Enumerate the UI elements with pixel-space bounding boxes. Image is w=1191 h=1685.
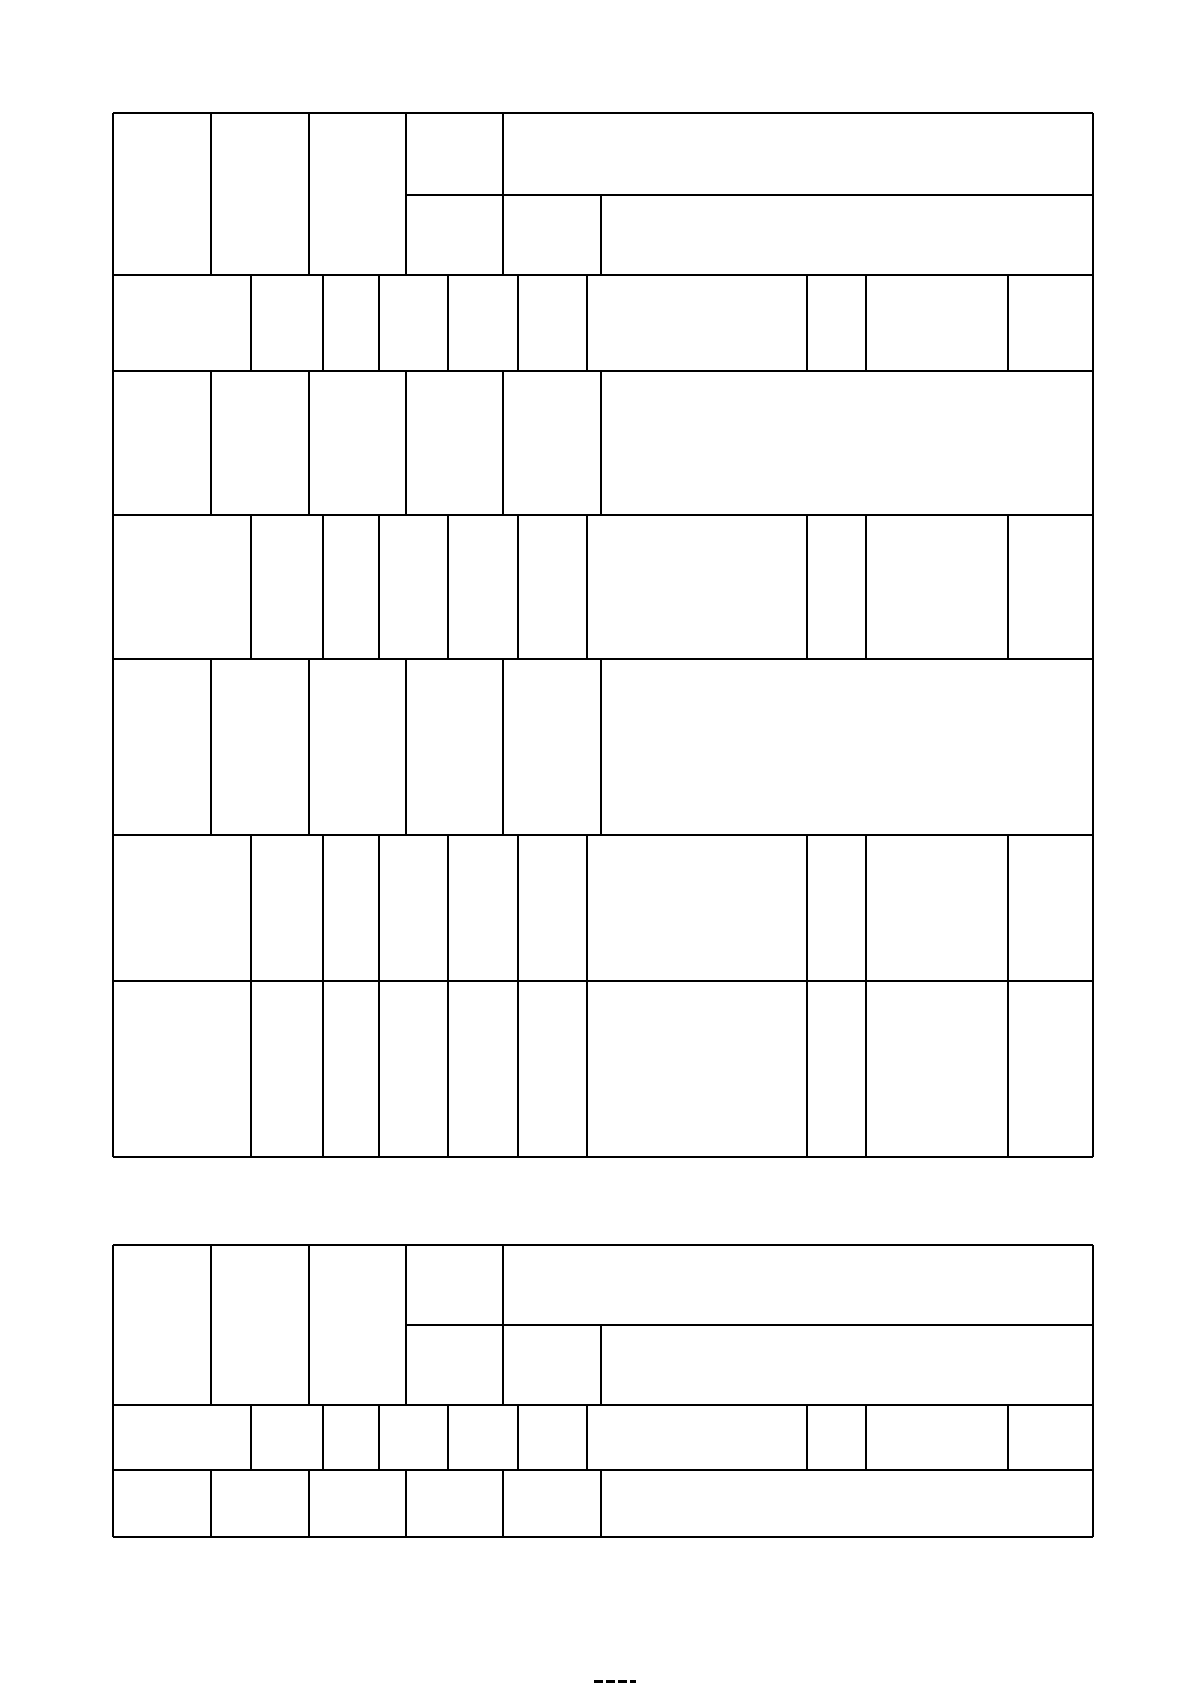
table-cell — [379, 981, 448, 1157]
table-cell — [251, 981, 323, 1157]
table-cell — [113, 1245, 211, 1405]
table-cell — [113, 371, 211, 515]
table-cell — [251, 835, 323, 981]
table-cell — [518, 1405, 587, 1470]
table-cell — [866, 515, 1008, 659]
table-cell — [309, 1470, 406, 1537]
table-cell — [323, 515, 379, 659]
table-cell — [807, 515, 866, 659]
page-footer-mark — [594, 1680, 636, 1683]
table-cell — [448, 515, 518, 659]
table-cell — [503, 1470, 601, 1537]
table-cell — [323, 1405, 379, 1470]
table-cell — [587, 515, 807, 659]
table-cell — [1008, 981, 1093, 1157]
table-cell — [1008, 1405, 1093, 1470]
table-cell — [113, 113, 211, 275]
table-cell — [251, 275, 323, 371]
table-cell — [113, 1470, 211, 1537]
table-cell — [211, 659, 309, 835]
table-cell — [406, 195, 503, 275]
table-cell — [601, 1470, 1093, 1537]
table-cell — [309, 659, 406, 835]
table-cell — [601, 1325, 1093, 1405]
table-cell — [251, 1405, 323, 1470]
table-cell — [448, 1405, 518, 1470]
table-cell — [518, 515, 587, 659]
table-cell — [323, 835, 379, 981]
table-cell — [406, 1245, 503, 1325]
table-cell — [379, 835, 448, 981]
table-cell — [601, 371, 1093, 515]
table-cell — [309, 1245, 406, 1405]
table-cell — [323, 275, 379, 371]
table-cell — [113, 659, 211, 835]
table-cell — [503, 113, 1093, 195]
table-cell — [323, 981, 379, 1157]
table-cell — [866, 275, 1008, 371]
table-cell — [866, 835, 1008, 981]
table-cell — [1008, 515, 1093, 659]
table-cell — [503, 659, 601, 835]
table-cell — [448, 835, 518, 981]
table-cell — [113, 515, 251, 659]
table-cell — [866, 1405, 1008, 1470]
table-cell — [503, 195, 601, 275]
table-cell — [587, 981, 807, 1157]
page-footer-text — [560, 1660, 640, 1676]
table-cell — [113, 275, 251, 371]
table-cell — [211, 1470, 309, 1537]
table-cell — [866, 981, 1008, 1157]
table-cell — [113, 835, 251, 981]
table-cell — [518, 981, 587, 1157]
table-cell — [587, 835, 807, 981]
table-cell — [113, 1405, 251, 1470]
table-cell — [518, 275, 587, 371]
table-cell — [1008, 275, 1093, 371]
table-cell — [518, 835, 587, 981]
table-cell — [503, 1245, 1093, 1325]
table-cell — [503, 1325, 601, 1405]
table-cell — [211, 113, 309, 275]
table-cell — [448, 275, 518, 371]
table-cell — [587, 275, 807, 371]
table-cell — [587, 1405, 807, 1470]
table-cell — [379, 1405, 448, 1470]
table-cell — [406, 1325, 503, 1405]
table-cell — [211, 1245, 309, 1405]
table-cell — [1008, 835, 1093, 981]
table-cell — [601, 659, 1093, 835]
table-cell — [309, 113, 406, 275]
table-cell — [601, 195, 1093, 275]
table-cell — [503, 371, 601, 515]
table-cell — [406, 113, 503, 195]
table-cell — [211, 371, 309, 515]
table-cell — [406, 1470, 503, 1537]
table-cell — [379, 515, 448, 659]
table-cell — [448, 981, 518, 1157]
table-cell — [113, 981, 251, 1157]
table-cell — [807, 1405, 866, 1470]
table-cell — [251, 515, 323, 659]
table-cell — [406, 371, 503, 515]
table-cell — [406, 659, 503, 835]
table-cell — [379, 275, 448, 371]
table-cell — [807, 275, 866, 371]
table-cell — [807, 981, 866, 1157]
table-cell — [807, 835, 866, 981]
table-cell — [309, 371, 406, 515]
